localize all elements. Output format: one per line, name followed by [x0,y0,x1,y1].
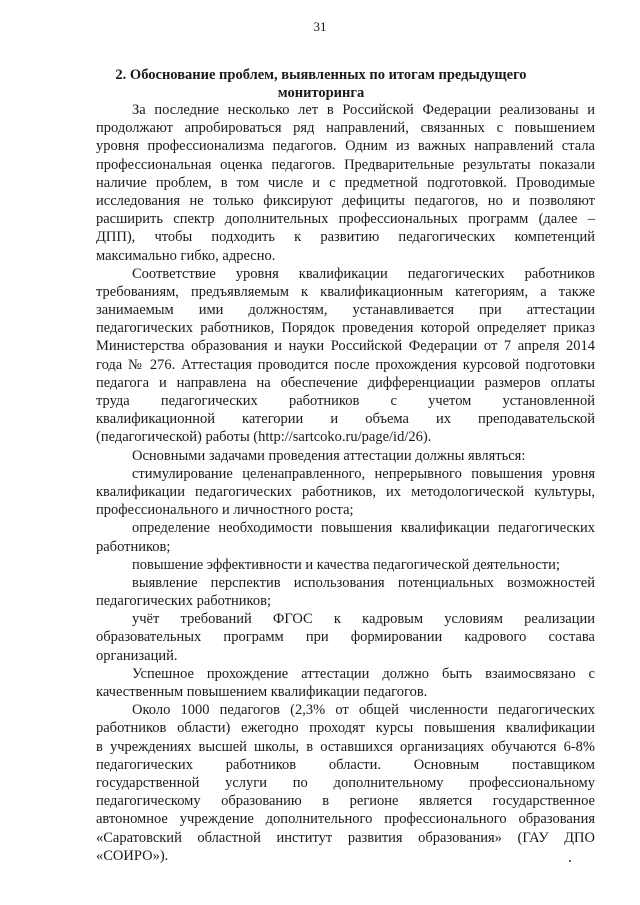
text-line: педагогических работников, Порядок проведения которой определяет приказ [96,320,595,337]
text-line: педагогических работников; [96,593,271,610]
text-line: учёт требований ФГОС к кадровым условиям реализации [132,611,595,628]
text-line: требованиям, предъявляемым к квалификационным категориям, а также [96,283,595,300]
text-line: выявление перспектив использования потенциальных возможностей [132,574,595,591]
text-line: уровня профессионализма педагогов. Одним из важных направлений стала [96,138,595,155]
text-line: продолжают апробироваться ряд направлений, связанных с повышением [96,120,595,137]
text-line: года № 276. Аттестация проводится после прохождения курсовой подготовки [96,356,595,373]
text-line: квалификационной категории и объема их преподавательской [96,411,595,428]
text-line: организаций. [96,647,178,664]
text-line: педагогическому образованию в регионе является государственное [96,793,595,810]
text-line: в учреждениях высшей школы, в оставшихся организациях обучаются 6-8% [96,738,595,755]
page-number: 31 [313,19,327,34]
section-heading-line-2: мониторинга [277,85,365,101]
text-line: За последние несколько лет в Российской Федерации реализованы и [132,102,595,118]
text-line: работников области) ежегодно проходят курсы повышения квалификации [96,720,595,737]
text-line: определение необходимости повышения квалификации педагогических [132,520,595,537]
text-line: Основными задачами проведения аттестации должны являться: [132,447,526,464]
text-line: повышение эффективности и качества педагогической деятельности; [132,556,560,573]
text-line: квалификации педагогических работников, их методологической культуры, [96,483,595,500]
text-line: профессионального и личностного роста; [96,502,354,519]
text-line: (педагогической) работы (http://sartcoko.ru/page/id/26). [96,429,432,446]
section-heading [96,66,546,102]
text-line: ДПП), чтобы подходить к развитию педагогических компетенций [96,229,595,246]
text-line: наличие проблем, в том числе и с предметной подготовкой. Проводимые [96,174,595,191]
text-line: «Саратовский областной институт развития образования» (ГАУ ДПО [96,829,595,846]
body-text [96,101,595,865]
text-line: «СОИРО»). [96,847,169,864]
text-line: качественным повышением квалификации педагогов. [96,684,428,700]
text-line: Соответствие уровня квалификации педагогических работников [132,265,595,282]
text-line: Успешное прохождение аттестации должно быть взаимосвязано с [132,665,595,682]
text-line: автономное учреждение дополнительного профессионального образования [96,811,595,828]
text-line: образовательных программ при формировании кадрового состава [96,629,595,646]
text-line: Около 1000 педагогов (2,3% от общей численности педагогических [132,702,595,719]
text-line: педагога и направлена на обеспечение дифференциации размеров оплаты [96,374,595,391]
text-line: Министерства образования и науки Российской Федерации от 7 апреля 2014 [96,338,595,355]
text-line: максимально гибко, адресно. [96,247,276,264]
text-line: педагогических работников области. Основным поставщиком [96,756,595,773]
text-line: работников; [96,538,171,555]
text-line: стимулирование целенаправленного, непрерывного повышения уровня [132,465,595,482]
text-line: труда педагогических работников с учетом установленной [96,393,595,409]
text-line: профессиональная оценка педагогов. Предварительные результаты показали [96,156,595,173]
scan-speck [569,860,571,862]
text-line: занимаемым ими должностям, устанавливается при аттестации [96,302,595,319]
text-line: расширить спектр дополнительных профессиональных программ (далее – [96,211,595,228]
text-line: государственной услуги по дополнительному профессиональному [96,774,595,791]
section-heading-line-1: 2. Обоснование проблем, выявленных по итогам предыдущего [115,67,527,83]
text-line: исследования не только фиксируют дефициты педагогов, но и позволяют [96,192,595,209]
